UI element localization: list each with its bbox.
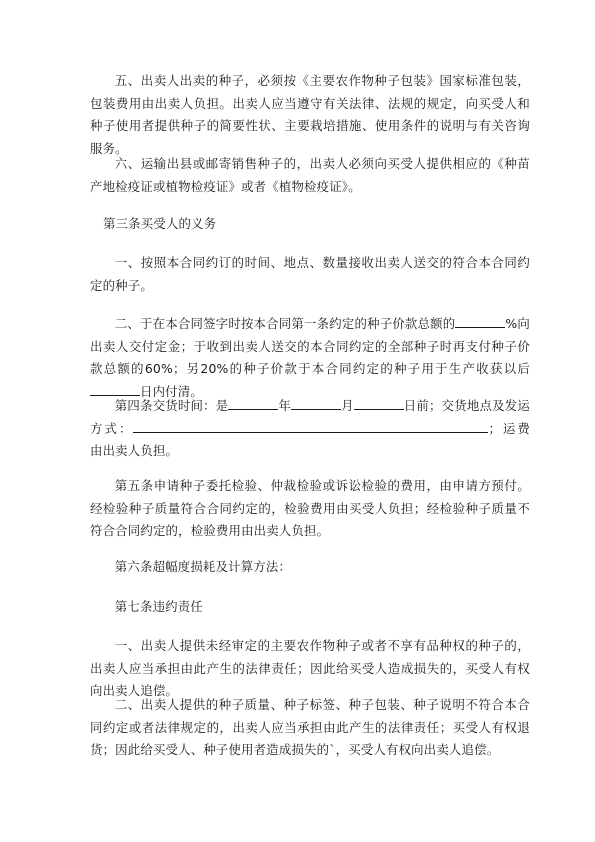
article3-item2-text-a: 二、于在本合同签字时按本合同第一条约定的种子价款总额的 bbox=[114, 316, 456, 331]
article2-item6-text: 六、运输出县或邮寄销售种子的，出卖人必须向买受人提供相应的《种苗产地检疫证或植物检疫证》或者《植物检疫证》。 bbox=[90, 156, 530, 194]
article4-text-a: 第四条交货时间：是 bbox=[114, 398, 229, 413]
delivery-place-blank bbox=[133, 420, 488, 433]
article4-text-b: 日前；交货地点及发运方式： bbox=[90, 398, 531, 436]
article7-item1-text: 一、出卖人提供未经审定的主要农作物种子或者不享有品种权的种子的，出卖人应当承担由此产生的法律责任；因此给买受人造成损失的，买受人有权向出卖人追偿。 bbox=[90, 638, 530, 698]
article2-item5-text: 五、出卖人出卖的种子，必须按《主要农作物种子包装》国家标准包装，包装费用由出卖人负担。出卖人应当遵守有关法律、法规的规定，向买受人和种子使用者提供种子的简要性状、主要栽培措施、使用条件的说明与有关咨询服务。 bbox=[90, 73, 530, 156]
article5-paragraph bbox=[90, 475, 530, 543]
delivery-day-blank bbox=[354, 397, 404, 410]
article3-heading-text: 第三条买受人的义务 bbox=[103, 216, 217, 231]
article3-item2-paragraph bbox=[90, 313, 530, 403]
delivery-month-blank bbox=[291, 397, 341, 410]
article7-item2-text: 二、出卖人提供的种子质量、种子标签、种子包装、种子说明不符合本合同约定或者法律规定的，出卖人应当承担由此产生的法律责任；买受人有权退货；因此给买受人、种子使用者造成损失的`，买受人有权向出卖人追偿。 bbox=[90, 697, 530, 757]
article3-item1-paragraph bbox=[90, 252, 530, 297]
article4-year-label: 年 bbox=[278, 398, 292, 413]
article7-heading-text: 第七条违约责任 bbox=[114, 599, 203, 614]
deposit-percent-blank bbox=[455, 315, 505, 328]
article4-text-c: ；运费由出卖人负担。 bbox=[90, 420, 530, 458]
article4-month-label: 月 bbox=[341, 398, 354, 413]
article5-text: 第五条申请种子委托检验、仲裁检验或诉讼检验的费用，由申请方预付。经检验种子质量符合合同约定的，检验费用由买受人负担；经检验种子质量不符合合同约定的，检验费用由出卖人负担。 bbox=[90, 478, 530, 538]
article7-item2-paragraph bbox=[90, 694, 530, 762]
delivery-year-blank bbox=[228, 397, 278, 410]
article2-item5-paragraph bbox=[90, 70, 530, 160]
article3-item2-text-c: 日内付清。 bbox=[140, 383, 203, 399]
article3-item2-text-b: %向出卖人交付定金；于收到出卖人送交的本合同约定的全部种子时再支付种子价款总额的60%；另20%的种子价款于本合同约定的种子用于生产收获以后 bbox=[90, 316, 530, 376]
article6-heading bbox=[90, 556, 530, 579]
article2-item6-paragraph bbox=[90, 153, 530, 198]
article7-item1-paragraph bbox=[90, 635, 530, 703]
article7-heading bbox=[90, 596, 530, 619]
article6-heading-text: 第六条超幅度损耗及计算方法： bbox=[114, 559, 292, 574]
payment-days-blank bbox=[90, 383, 140, 396]
article3-item1-text: 一、按照本合同约订的时间、地点、数量接收出卖人送交的符合本合同约定的种子。 bbox=[90, 255, 530, 293]
article4-paragraph bbox=[90, 395, 530, 463]
article3-heading bbox=[103, 213, 530, 236]
